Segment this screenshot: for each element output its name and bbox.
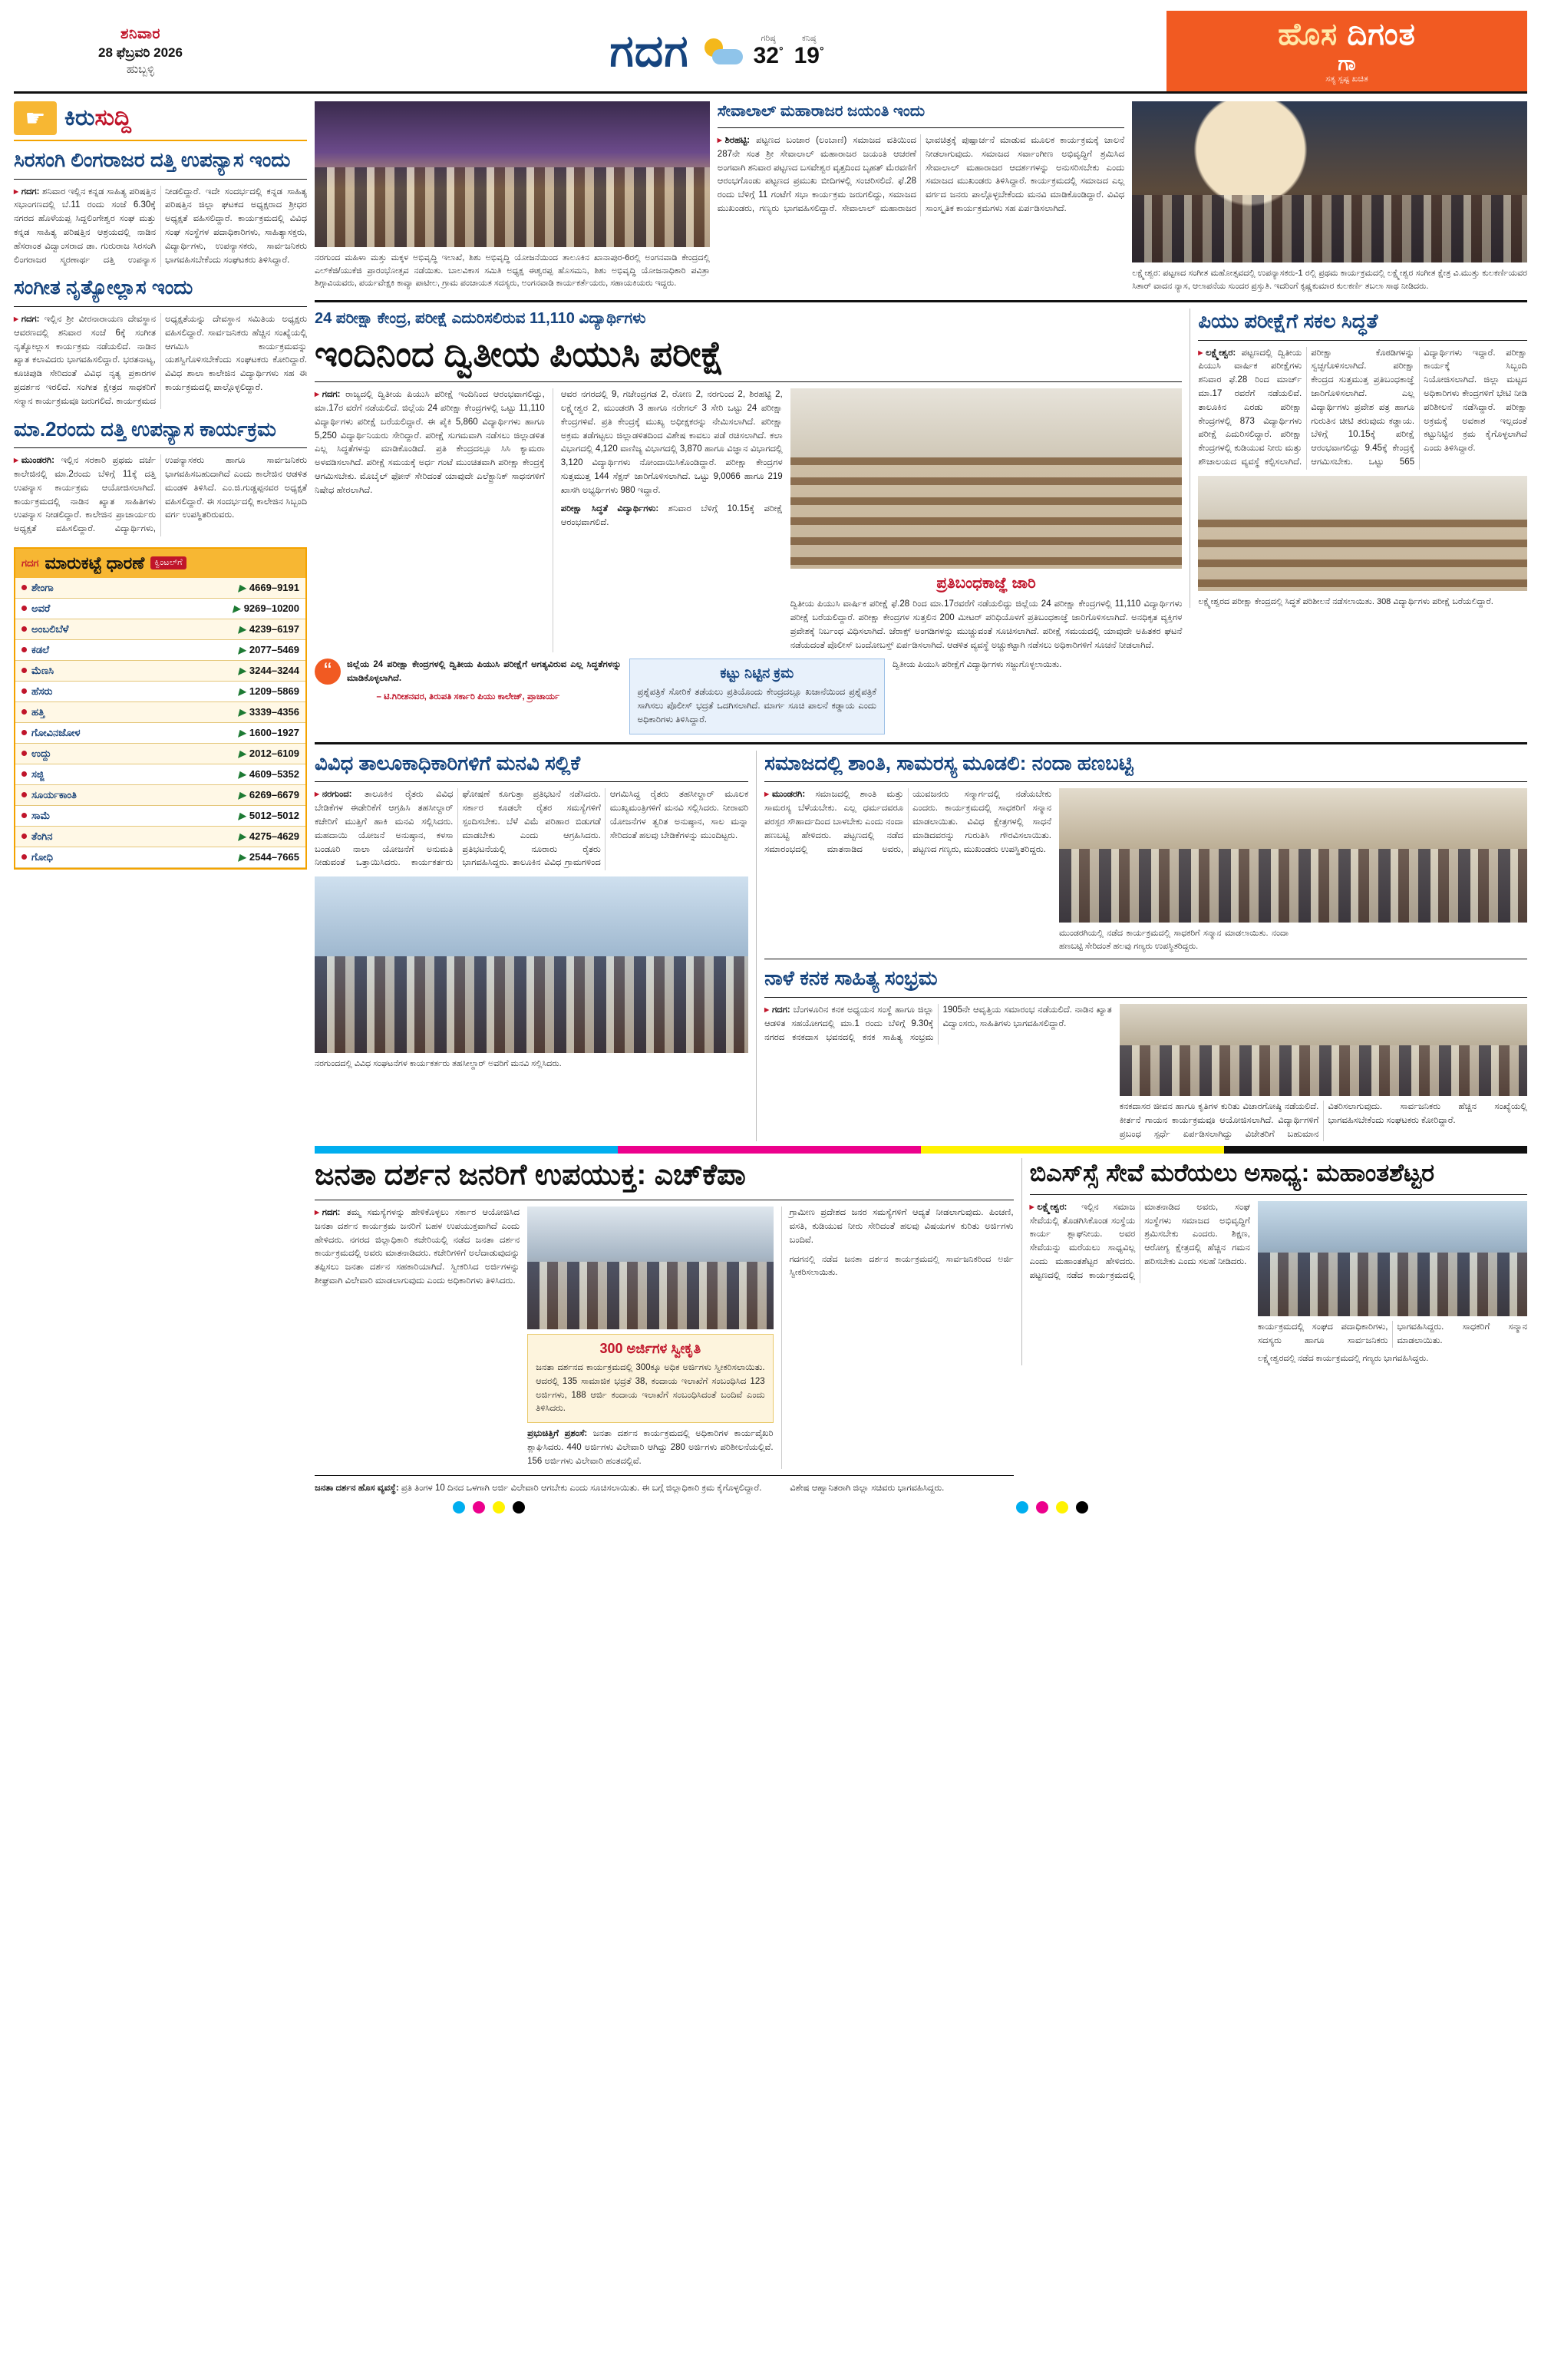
music-photo-caption: ಲಕ್ಷ್ಮೇಶ್ವರ: ಪಟ್ಟಣದ ಸಂಗೀತ ಮಹೋತ್ಸವದಲ್ಲಿ ಉಪನ್ಯಾಸಕರು-1 ರಲ್ಲಿ ಪ್ರಥಮ ಕಾರ್ಯಕ್ರಮದಲ್ಲಿ ಲಕ್ಷ್ಮೇಶ್ವರ ಸಂಗೀತ ಕ್ಷೇತ್ರ ವಿ.ಮುತ್ತು ಕುಲಕರ್ಣಿಯವರ ಸಿತಾರ್ ವಾದನ ನ್ಯಾಸ, ಆಲಾಪನೆಯ ಸುಂದರ ಪ್ರಸ್ತುತಿ. ಇದರಿಂಗೆ ಕೃಷ್ಣಕುಮಾರ ಕುಲಕರ್ಣಿ ತಬಲಾ ಸಾಥ ನೀಡಿದರು. (1132, 269, 1527, 291)
janata-text-3: ಗ್ರಾಮೀಣ ಪ್ರದೇಶದ ಜನರ ಸಮಸ್ಯೆಗಳಿಗೆ ಆದ್ಯತೆ ನೀಡಲಾಗುವುದು. ಪಿಂಚಣಿ, ವಸತಿ, ಕುಡಿಯುವ ನೀರು ಸೇರಿದಂತೆ ಹಲವು ವಿಷಯಗಳ ಕುರಿತು ಅರ್ಜಿಗಳು ಬಂದಿವೆ. (789, 1207, 1014, 1245)
felicitation-photo (1059, 788, 1527, 923)
table-row: ಅವರೆ ▶ 9269–10200 (15, 599, 305, 619)
janata-darshan-photo (527, 1207, 774, 1329)
memorandum-text-3: ತಾಲೂಕಿನ ವಿವಿಧ ಗ್ರಾಮಗಳಿಂದ ಆಗಮಿಸಿದ್ದ ರೈತರು ತಹಸೀಲ್ದಾರ್ ಮೂಲಕ ಮುಖ್ಯಮಂತ್ರಿಗಳಿಗೆ ಮನವಿ ಸಲ್ಲಿಸಿದರು. ನೀರಾವರಿ ಯೋಜನೆಗಳ ತ್ವರಿತ ಅನುಷ್ಠಾನ, ಸಾಲ ಮನ್ನಾ ಸೇರಿದಂತೆ ಹಲವು ಬೇಡಿಕೆಗಳನ್ನು ಮುಂದಿಟ್ಟರು. (512, 790, 749, 868)
stage-photo (315, 101, 710, 247)
table-row: ತೆಂಗಿನ ▶ 4275–4629 (15, 827, 305, 847)
weather-min-value: 19 (794, 42, 820, 68)
weather-max-value: 32 (753, 42, 779, 68)
lead-headline: ಇಂದಿನಿಂದ ದ್ವಿತೀಯ ಪಿಯುಸಿ ಪರೀಕ್ಷೆ (315, 334, 724, 374)
table-row: ಗೋವಿನಜೋಳ ▶ 1600–1927 (15, 723, 305, 744)
brief-item-2 (14, 275, 307, 408)
table-row: ಸೂರ್ಯಕಾಂತಿ ▶ 6269–6679 (15, 785, 305, 806)
brief-3-headline: ಮಾ.2ರಂದು ದತ್ತಿ ಉಪನ್ಯಾಸ ಕಾರ್ಯಕ್ರಮ (14, 417, 276, 441)
lead-dateline: ▸ ಗದಗ: (315, 390, 340, 399)
janata-col-3 (781, 1207, 1014, 1469)
biswa-headline: ಬಿಎಸ್‌ಸ್ಸೆ ಸೇವೆ ಮರೆಯಲು ಅಸಾಧ್ಯ: ಮಹಾಂತಶೆಟ್ಟರ (1029, 1159, 1435, 1187)
exam-hall-photo (790, 388, 1183, 569)
table-row: ಉದ್ದು ▶ 2012–6109 (15, 744, 305, 764)
kanaka-text-col (764, 1004, 1112, 1141)
row-3 (315, 751, 1527, 1141)
right-rail (1190, 309, 1527, 608)
piu-ready-body (1198, 347, 1527, 470)
brief-2-headline: ಸಂಗೀತ ನೃತ್ಯೋಲ್ಲಾಸ ಇಂದು (14, 276, 193, 299)
janata-footer-text: ಪ್ರತಿ ತಿಂಗಳ 10 ದಿನದ ಒಳಗಾಗಿ ಅರ್ಜಿ ವಿಲೇವಾರಿ ಆಗಬೇಕು ಎಂದು ಸೂಚಿಸಲಾಯಿತು. ಈ ಬಗ್ಗೆ ಜಿಲ್ಲಾಧಿಕಾರಿ ಕ್ರಮ ಕೈಗೊಳ್ಳಲಿದ್ದಾರೆ. (398, 1483, 762, 1493)
brief-2-dateline: ▸ ಗದಗ: (14, 315, 39, 324)
kanaka-story (764, 966, 1527, 1141)
biswa-text-3: ಕಾರ್ಯಕ್ರಮದಲ್ಲಿ ಸಂಘದ ಪದಾಧಿಕಾರಿಗಳು, ಸದಸ್ಯರು ಹಾಗೂ ಸಾರ್ವಜನಿಕರು ಭಾಗವಹಿಸಿದ್ದರು. ಸಾಧಕರಿಗೆ ಸನ್ಮಾನ ಮಾಡಲಾಯಿತು. (1257, 1322, 1527, 1345)
lead-photo-caption-block (893, 659, 1182, 734)
brief-1-headline: ಸಿರಸಂಗಿ ಲಿಂಗರಾಜರ ದತ್ತಿ ಉಪನ್ಯಾಸ ಇಂದು (14, 148, 291, 171)
masthead-date-block (14, 11, 267, 91)
main-column (315, 101, 1527, 1495)
brief-3-body (14, 454, 307, 536)
exam-centre-photo (1198, 476, 1527, 591)
biswa-group-photo (1258, 1201, 1527, 1316)
weather-max (754, 35, 784, 68)
weather-min (794, 35, 824, 68)
brand-word-1: ಹೊಸ (1278, 17, 1338, 51)
table-row: ಹತ್ತಿ ▶ 3339–4356 (15, 702, 305, 723)
janata-footer-right: ವಿಶೇಷ ಆಹ್ವಾನಿತರಾಗಿ ಜಿಲ್ಲಾ ಸಚಿವರು ಭಾಗವಹಿಸಿದ್ದರು. (790, 1483, 945, 1493)
masthead-edition (267, 11, 1166, 91)
memorandum-dateline: ▸ ನರಗುಂದ: (315, 790, 352, 799)
masthead (14, 11, 1527, 94)
table-row: ಶೇಂಗಾ ▶ 4669–9191 (15, 578, 305, 599)
lead-kicker: 24 ಪರೀಕ್ಷಾ ಕೇಂದ್ರ, ಪರೀಕ್ಷೆ ಎದುರಿಸಲಿರುವ 11,110 ವಿದ್ಯಾರ್ಥಿಗಳು (315, 310, 646, 327)
harmony-dateline: ▸ ಮುಂಡರಗಿ: (764, 790, 805, 799)
lead-note-label: ಪರೀಕ್ಷಾ ಸಿದ್ಧತೆ ವಿದ್ಯಾರ್ಥಿಗಳು: (560, 503, 659, 513)
kiru-label-a: ಕಿರು (64, 105, 95, 130)
lead-note-text: ಶನಿವಾರ ಬೆಳಿಗ್ಗೆ 10.15ಕ್ಕೆ ಪರೀಕ್ಷೆ ಆರಂಭವಾಗಲಿದೆ. (560, 503, 783, 527)
brief-2-text: ಇಲ್ಲಿನ ಶ್ರೀ ವೀರನಾರಾಯಣ ದೇವಸ್ಥಾನ ಆವರಣದಲ್ಲಿ ಶನಿವಾರ ಸಂಜೆ 6ಕ್ಕೆ ಸಂಗೀತ ನೃತ್ಯೋಲ್ಲಾಸ ಕಾರ್ಯಕ್ರಮ ನಡೆಯಲಿದೆ. ನಾಡಿನ ಖ್ಯಾತ ಕಲಾವಿದರು ಭಾಗವಹಿಸಲಿದ್ದಾರೆ. ಭರತನಾಟ್ಯ, ಕೂಚಿಪುಡಿ ಸೇರಿದಂತೆ ವಿವಿಧ ನೃತ್ಯ ಪ್ರಕಾರಗಳ ಪ್ರದರ್ಶನ ಇರಲಿದೆ. ಸಂಗೀತ ಕ್ಷೇತ್ರದ ಸಾಧಕರಿಗೆ ಸನ್ಮಾನ ಕಾರ್ಯಕ್ರಮವೂ ಜರುಗಲಿದೆ. ಕಾರ್ಯಕ್ರಮದ ಅಧ್ಯಕ್ಷತೆಯನ್ನು ದೇವಸ್ಥಾನ ಸಮಿತಿಯ ಅಧ್ಯಕ್ಷರು ವಹಿಸಲಿದ್ದಾರೆ. ಸಾರ್ವಜನಿಕರು ಹೆಚ್ಚಿನ ಸಂಖ್ಯೆಯಲ್ಲಿ ಆಗಮಿಸಿ ಕಾರ್ಯಕ್ರಮವನ್ನು ಯಶಸ್ವಿಗೊಳಿಸಬೇಕೆಂದು ಸಂಘಟಕರು ಕೋರಿದ್ದಾರೆ. ವಿವಿಧ ಶಾಲಾ ಕಾಲೇಜಿನ ವಿದ್ಯಾರ್ಥಿಗಳು ಸಹ ಈ ಕಾರ್ಯಕ್ರಮದಲ್ಲಿ ಪಾಲ್ಗೊಳ್ಳಲಿದ್ದಾರೆ. (14, 314, 307, 406)
lead-col-1 (315, 388, 545, 652)
quote-icon (315, 659, 341, 685)
lead-col-3 (790, 388, 1183, 652)
kanaka-photo-col (1120, 1004, 1527, 1141)
biswa-text-1: ಇಲ್ಲಿನ ಸಮಾಜ ಸೇವೆಯಲ್ಲಿ ತೊಡಗಿಸಿಕೊಂಡ ಸಂಸ್ಥೆಯ ಕಾರ್ಯ ಶ್ಲಾಘನೀಯ. ಅವರ ಸೇವೆಯನ್ನು ಮರೆಯಲು ಸಾಧ್ಯವಿಲ್ಲ ಎಂದು ಮಹಾಂತಶೆಟ್ಟರ ಹೇಳಿದರು. (1029, 1202, 1136, 1266)
janata-col-1 (315, 1207, 520, 1469)
kanaka-text-1: ಬೆಂಗಳೂರಿನ ಕನಕ ಅಧ್ಯಯನ ಸಂಸ್ಥೆ ಹಾಗೂ ಜಿಲ್ಲಾ ಆಡಳಿತ ಸಹಯೋಗದಲ್ಲಿ ಮಾ.1 ರಂದು ಬೆಳಿಗ್ಗೆ 9.30ಕ್ಕೆ ನಗರದ ಕನಕದಾಸ ಭವನದಲ್ಲಿ ಕನಕ ಸಾಹಿತ್ಯ ಸಂಭ್ರಮ 1905ನೇ ಆವೃತ್ತಿಯ ಸಮಾರಂಭ ನಡೆಯಲಿದೆ. ನಾಡಿನ ಖ್ಯಾತ ವಿದ್ವಾಂಸರು, ಸಾಹಿತಿಗಳು ಭಾಗವಹಿಸಲಿದ್ದಾರೆ. (764, 1005, 1112, 1042)
janata-photo-caption: ಗದಗನಲ್ಲಿ ನಡೆದ ಜನತಾ ದರ್ಶನ ಕಾರ್ಯಕ್ರಮದಲ್ಲಿ ಸಾರ್ವಜನಿಕರಿಂದ ಅರ್ಜಿ ಸ್ವೀಕರಿಸಲಾಯಿತು. (789, 1255, 1014, 1277)
lead-sub-body: ದ್ವಿತೀಯ ಪಿಯುಸಿ ವಾರ್ಷಿಕ ಪರೀಕ್ಷೆ ಫೆ.28 ರಿಂದ ಮಾ.17ರವರೆಗೆ ನಡೆಯಲಿದ್ದು ಜಿಲ್ಲೆಯ 24 ಪರೀಕ್ಷಾ ಕೇಂದ್ರಗಳಲ್ಲಿ 11,110 ವಿದ್ಯಾರ್ಥಿಗಳು ಪರೀಕ್ಷೆ ಬರೆಯಲಿದ್ದಾರೆ. ಪರೀಕ್ಷಾ ಕೇಂದ್ರಗಳ ಸುತ್ತಲಿನ 200 ಮೀಟರ್ ಪರಿಧಿಯೊಳಗೆ ಪ್ರತಿಬಂಧಕಾಜ್ಞೆ ಜಾರಿಗೊಳಿಸಲಾಗಿದೆ. ಅನಧಿಕೃತ ವ್ಯಕ್ತಿಗಳ ಪ್ರವೇಶಕ್ಕೆ ನಿರ್ಬಂಧ ವಿಧಿಸಲಾಗಿದೆ. ಜೆರಾಕ್ಸ್ ಅಂಗಡಿಗಳನ್ನು ಮುಚ್ಚುವಂತೆ ಸೂಚಿಸಲಾಗಿದೆ. ಪರೀಕ್ಷೆ ಸಮಯದಲ್ಲಿ ಯಾವುದೇ ಅಹಿತಕರ ಘಟನೆ ನಡೆಯದಂತೆ ಪೊಲೀಸ್ ಬಂದೋಬಸ್ತ್ ಏರ್ಪಡಿಸಲಾಗಿದೆ. ಆಡಳಿತ ವ್ಯವಸ್ಥೆ ಅಚ್ಚುಕಟ್ಟಾಗಿ ನಡೆಸಲು ಅಧಿಕಾರಿಗಳಿಗೆ ಸೂಚನೆ ನೀಡಲಾಗಿದೆ. (790, 599, 1183, 650)
harmony-story (756, 751, 1527, 1141)
brief-item-3 (14, 417, 307, 536)
brief-3-text: ಇಲ್ಲಿನ ಸರಕಾರಿ ಪ್ರಥಮ ದರ್ಜೆ ಕಾಲೇಜಿನಲ್ಲಿ ಮಾ.2ರಂದು ಬೆಳಿಗ್ಗೆ 11ಕ್ಕೆ ದತ್ತಿ ಉಪನ್ಯಾಸ ಕಾರ್ಯಕ್ರಮ ಆಯೋಜಿಸಲಾಗಿದೆ. ಕಾರ್ಯಕ್ರಮದಲ್ಲಿ ನಾಡಿನ ಖ್ಯಾತ ಸಾಹಿತಿಗಳು ಉಪನ್ಯಾಸ ನೀಡಲಿದ್ದಾರೆ. ಕಾಲೇಜಿನ ಪ್ರಾಚಾರ್ಯರು ಅಧ್ಯಕ್ಷತೆ ವಹಿಸಲಿದ್ದಾರೆ. ವಿದ್ಯಾರ್ಥಿಗಳು, ಉಪನ್ಯಾಸಕರು ಹಾಗೂ ಸಾರ್ವಜನಿಕರು ಭಾಗವಹಿಸಬಹುದಾಗಿದೆ ಎಂದು ಕಾಲೇಜಿನ ಆಡಳಿತ ಮಂಡಳಿ ತಿಳಿಸಿದೆ. ಎಂ.ಜಿ.ಗುಡ್ಡಪ್ಪನವರ ಅಧ್ಯಕ್ಷತೆ ವಹಿಸಲಿದ್ದಾರೆ. ಈ ಸಂದರ್ಭದಲ್ಲಿ ಕಾಲೇಜಿನ ಸಿಬ್ಬಂದಿ ವರ್ಗ ಉಪಸ್ಥಿತರಿರುವರು. (14, 456, 307, 534)
weather-max-label: ಗರಿಷ್ಠ (761, 33, 776, 43)
brief-1-text: ಶನಿವಾರ ಇಲ್ಲಿನ ಕನ್ನಡ ಸಾಹಿತ್ಯ ಪರಿಷತ್ತಿನ ಸಭಾಂಗಣದಲ್ಲಿ ಬೆ.11 ರಂದು ಸಂಜೆ 6.30ಕ್ಕೆ ನಗರದ ಹೊಳೆಯಪ್ಪ ಸಿದ್ದಲಿಂಗೇಶ್ವರ ಸಂಘ ಮತ್ತು ಕನ್ನಡ ಸಾಹಿತ್ಯ ಪರಿಷತ್ತಿನ ಆಶ್ರಯದಲ್ಲಿ ನಾಡಿನ ಹೆಸರಾಂತ ವಿದ್ವಾಂಸರಾದ ಡಾ. ಗುರುರಾಜ ಸಿರಸಂಗಿ ಲಿಂಗರಾಜರ ಸ್ಮರಣಾರ್ಥ ದತ್ತಿ ಉಪನ್ಯಾಸ ನೀಡಲಿದ್ದಾರೆ. ಇದೇ ಸಂದರ್ಭದಲ್ಲಿ ಕನ್ನಡ ಸಾಹಿತ್ಯ ಪರಿಷತ್ತಿನ ಜಿಲ್ಲಾ ಘಟಕದ ಅಧ್ಯಕ್ಷರಾದ ಶ್ರೀಧರ ಅಧ್ಯಕ್ಷತೆ ವಹಿಸಲಿದ್ದಾರೆ. ಕಾರ್ಯಕ್ರಮದಲ್ಲಿ ವಿವಿಧ ಸಂಘ ಸಂಸ್ಥೆಗಳ ಪದಾಧಿಕಾರಿಗಳು, ಸಾಹಿತ್ಯಾಸಕ್ತರು, ವಿದ್ಯಾರ್ಥಿಗಳು, ಉಪನ್ಯಾಸಕರು, ಸಾರ್ವಜನಿಕರು ಭಾಗವಹಿಸಬೇಕೆಂದು ಸಂಘಟಕರು ತಿಳಿಸಿದ್ದಾರೆ. (14, 187, 307, 265)
piu-ready-photo-caption: ಲಕ್ಷ್ಮೇಶ್ವರದ ಪರೀಕ್ಷಾ ಕೇಂದ್ರದಲ್ಲಿ ಸಿದ್ಧತೆ ಪರಿಶೀಲನೆ ನಡೆಸಲಾಯಿತು. 308 ವಿದ್ಯಾರ್ಥಿಗಳು ಪರೀಕ್ಷೆ ಬರೆಯಲಿದ್ದಾರೆ. (1198, 596, 1493, 606)
janata-footer (315, 1482, 1014, 1496)
pointing-hand-icon (14, 101, 57, 135)
janata-story (315, 1158, 1014, 1495)
harmony-photo-col (1059, 788, 1527, 952)
table-row: ಅಂಬಲಿಬೆಳೆ ▶ 4239–6197 (15, 619, 305, 640)
print-color-registration (14, 1495, 1527, 1513)
masthead-date: 28 ಫೆಬ್ರವರಿ 2026 (98, 45, 183, 60)
weather-widget (703, 35, 824, 68)
table-row: ಮೆಣಸಿ ▶ 3244–3244 (15, 661, 305, 682)
weather-min-label: ಕನಿಷ್ಠ (801, 33, 817, 43)
lead-text-1: ರಾಜ್ಯದಲ್ಲಿ ದ್ವಿತೀಯ ಪಿಯುಸಿ ಪರೀಕ್ಷೆ ಇಂದಿನಿಂದ ಆರಂಭವಾಗಲಿದ್ದು, ಮಾ.17ರ ವರೆಗೆ ನಡೆಯಲಿದೆ. ಜಿಲ್ಲೆಯ 24 ಪರೀಕ್ಷಾ ಕೇಂದ್ರಗಳಲ್ಲಿ ಒಟ್ಟು 11,110 ವಿದ್ಯಾರ್ಥಿಗಳು ಪರೀಕ್ಷೆ ಬರೆಯಲಿದ್ದಾರೆ. ಈ ಪೈಕಿ 5,860 ವಿದ್ಯಾರ್ಥಿಗಳು ಹಾಗೂ 5,250 ವಿದ್ಯಾರ್ಥಿನಿಯರು ಸೇರಿದ್ದಾರೆ. ಪರೀಕ್ಷೆ ಸುಗಮವಾಗಿ ನಡೆಸಲು ಜಿಲ್ಲಾಡಳಿತ ಎಲ್ಲ ಸಿದ್ಧತೆಗಳನ್ನು ಮಾಡಿಕೊಂಡಿದೆ. ಪ್ರತಿ ಕೇಂದ್ರದಲ್ಲೂ ಸಿಸಿ ಕ್ಯಾಮರಾ ಅಳವಡಿಸಲಾಗಿದೆ. ಪರೀಕ್ಷೆ ಸಮಯಕ್ಕೆ ಅರ್ಧ ಗಂಟೆ ಮುಂಚಿತವಾಗಿ ಪರೀಕ್ಷಾ ಕೇಂದ್ರಕ್ಕೆ ಆಗಮಿಸಬೇಕು. ಮೊಬೈಲ್ ಫೋನ್ ಸೇರಿದಂತೆ ಯಾವುದೇ ಎಲೆಕ್ಟ್ರಾನಿಕ್ ಸಾಧನಗಳಿಗೆ ನಿಷೇಧ ಹೇರಲಾಗಿದೆ. (315, 390, 545, 495)
lead-quote-block (315, 659, 622, 734)
janata-text-1: ತಮ್ಮ ಸಮಸ್ಯೆಗಳನ್ನು ಹೇಳಿಕೊಳ್ಳಲು ಸರ್ಕಾರ ಆಯೋಜಿಸಿದ ಜನತಾ ದರ್ಶನ ಕಾರ್ಯಕ್ರಮ ಜನರಿಗೆ ಬಹಳ ಉಪಯುಕ್ತವಾಗಿದೆ ಎಂದು ಹೇಳಿದರು. ನಗರದ ಜಿಲ್ಲಾಧಿಕಾರಿ ಕಚೇರಿಯಲ್ಲಿ ನಡೆದ ಜನತಾ ದರ್ಶನ ಕಾರ್ಯಕ್ರಮದಲ್ಲಿ ಅವರು ಮಾತನಾಡಿದರು. (315, 1207, 520, 1259)
market-unit: ಕ್ವಿಂಟಲ್‌ಗೆ (150, 556, 186, 569)
kanaka-headline: ನಾಳೆ ಕನಕ ಸಾಹಿತ್ಯ ಸಂಭ್ರಮ (764, 966, 938, 990)
piu-ready-dateline: ▸ ಲಕ್ಷ್ಮೇಶ್ವರ: (1198, 348, 1236, 358)
piu-ready-text-3: ಪರೀಕ್ಷಾ ಕಾರ್ಯಕ್ಕೆ ಸಿಬ್ಬಂದಿ ನಿಯೋಜಿಸಲಾಗಿದೆ. ಜಿಲ್ಲಾ ಮಟ್ಟದ ಅಧಿಕಾರಿಗಳು ಕೇಂದ್ರಗಳಿಗೆ ಭೇಟಿ ನೀಡಿ ಪರಿಶೀಲನೆ ನಡೆಸಿದ್ದಾರೆ. ಪರೀಕ್ಷಾ ಅಕ್ರಮಕ್ಕೆ ಅವಕಾಶ ಇಲ್ಲದಂತೆ ಕಟ್ಟುನಿಟ್ಟಿನ ಕ್ರಮ ಕೈಗೊಳ್ಳಲಾಗಿದೆ ಎಂದು ತಿಳಿಸಿದ್ದಾರೆ. (1424, 348, 1527, 454)
biswa-photo-col (1258, 1201, 1527, 1365)
lead-text-2: ಆವರ ನಗರದಲ್ಲಿ 9, ಗಜೇಂದ್ರಗಡ 2, ರೋಣ 2, ನರಗುಂದ 2, ಶಿರಹಟ್ಟಿ 2, ಲಕ್ಷ್ಮೇಶ್ವರ 2, ಮುಂಡರಗಿ 3 ಹಾಗೂ ನರೇಗಲ್ 3 ಸೇರಿ ಒಟ್ಟು 24 ಪರೀಕ್ಷಾ ಕೇಂದ್ರಗಳಿವೆ. ಪ್ರತಿ ಕೇಂದ್ರಕ್ಕೆ ಮುಖ್ಯ ಅಧೀಕ್ಷಕರನ್ನು ನೇಮಿಸಲಾಗಿದೆ. ಪರೀಕ್ಷಾ ಅಕ್ರಮ ತಡೆಗಟ್ಟಲು ಜಿಲ್ಲಾಡಳಿತದಿಂದ ವಿಶೇಷ ಕಾವಲು ಪಡೆ ರಚಿಸಲಾಗಿದೆ. ಕಲಾ ವಿಭಾಗದಲ್ಲಿ 4,120 ವಾಣಿಜ್ಯ ವಿಭಾಗದಲ್ಲಿ 3,870 ಹಾಗೂ ವಿಜ್ಞಾನ ವಿಭಾಗದಲ್ಲಿ 3,120 ವಿದ್ಯಾರ್ಥಿಗಳು ನೋಂದಾಯಿಸಿಕೊಂಡಿದ್ದಾರೆ. ಪರೀಕ್ಷಾ ಕೇಂದ್ರಗಳ ಸುತ್ತಮುತ್ತ 144 ಸೆಕ್ಷನ್ ಜಾರಿಗೊಳಿಸಲಾಗಿದೆ. ಒಟ್ಟು 9,0066 ಹಾಗೂ 219 ಖಾಸಗಿ ಅಭ್ಯರ್ಥಿಗಳು 980 ಇದ್ದಾರೆ. (560, 390, 783, 495)
memorandum-story (315, 751, 748, 1071)
biswa-dateline: ▸ ಲಕ್ಷ್ಮೇಶ್ವರ: (1030, 1203, 1067, 1212)
brand-tagline: ಸತ್ಯ ಸ್ಪಷ್ಟ ಖಚಿತ (1325, 74, 1368, 84)
memorandum-photo-caption: ನರಗುಂದದಲ್ಲಿ ವಿವಿಧ ಸಂಘಟನೆಗಳ ಕಾರ್ಯಕರ್ತರು ತಹಸೀಲ್ದಾರ್ ಅವರಿಗೆ ಮನವಿ ಸಲ್ಲಿಸಿದರು. (315, 1059, 562, 1069)
top-photo-caption: ನರಗುಂದ ಮಹಿಳಾ ಮತ್ತು ಮಕ್ಕಳ ಅಭಿವೃದ್ಧಿ ಇಲಾಖೆ, ಶಿಶು ಅಭಿವೃದ್ಧಿ ಯೋಜನೆಯಿಂದ ತಾಲೂಕಿನ ಖಾನಾಪುರ-6ರಲ್ಲಿ ಅಂಗನವಾಡಿ ಕೇಂದ್ರದಲ್ಲಿ ಎಲ್‌ಕೆಜಿ/ಯುಕೆಜಿ ಪ್ರಾರಂಭೋತ್ಸವ ನಡೆಯಿತು. ಬಾಲವಿಕಾಸ ಸಮಿತಿ ಅಧ್ಯಕ್ಷ ಈಶ್ವರಪ್ಪ ಹೊಸಮನಿ, ಶಿಶು ಅಭಿವೃದ್ಧಿ ಯೋಜನಾಧಿಕಾರಿ ಪವಿತ್ರಾ ಶಿಗ್ಗಾವಿಯವರು, ಪರ್ಯವೇಕ್ಷಕಿ ಕಾವ್ಯಾ ಪಾಟೀಲ, ಗ್ರಾಮ ಪಂಚಾಯತ ಸದಸ್ಯರು, ಅಂಗನವಾಡಿ ಕಾರ್ಯಕರ್ತೆಯರು, ಸಹಾಯಕಿಯರು ಇದ್ದರು. (315, 253, 710, 288)
row-4 (315, 1158, 1527, 1495)
brand-word-2: ದಿಗಂತ (1347, 17, 1416, 51)
sevalal-body (718, 134, 1124, 216)
kanaka-dateline: ▸ ಗದಗ: (764, 1005, 790, 1015)
left-column (14, 101, 307, 1495)
janata-footer-label: ಜನತಾ ದರ್ಶನ ಹೊಸ ವ್ಯವಸ್ಥೆ: (315, 1483, 399, 1493)
sevalal-text-2: ಫೆ.28 ರಂದು ಬೆಳಿಗ್ಗೆ 11 ಗಂಟೆಗೆ ಸಭಾ ಕಾರ್ಯಕ್ರಮ ಜರುಗಲಿದ್ದು, ಸಮಾಜದ ಮುಖಂಡರು, ಗಣ್ಯರು ಭಾಗವಹಿಸಲಿದ್ದಾರೆ. ಸೇವಾಲಾಲ್ ಮಹಾರಾಜರ ಭಾವಚಿತ್ರಕ್ಕೆ ಪುಷ್ಪಾರ್ಚನೆ ಮಾಡುವ ಮೂಲಕ ಕಾರ್ಯಕ್ರಮಕ್ಕೆ ಚಾಲನೆ ನೀಡಲಾಗುವುದು. ಸಮಾಜದ ಸರ್ವಾಂಗೀಣ ಅಭಿವೃದ್ಧಿಗೆ ಶ್ರಮಿಸಿದ ಸೇವಾಲಾಲ್ ಮಹಾರಾಜರ ಆದರ್ಶಗಳನ್ನು ಅನುಸರಿಸಬೇಕು ಎಂದು ಸಮಾಜದ ಮುಖಂಡರು ತಿಳಿಸಿದ್ದಾರೆ. ಕಾರ್ಯಕ್ರಮದಲ್ಲಿ ಸಮಾಜದ ಎಲ್ಲ ವರ್ಗದ ಜನರು ಪಾಲ್ಗೊಳ್ಳಬೇಕೆಂದು ಮನವಿ ಮಾಡಿಕೊಂಡಿದ್ದಾರೆ. ವಿವಿಧ ಸಾಂಸ್ಕೃತಿಕ ಕಾರ್ಯಕ್ರಮಗಳು ಸಹ ಏರ್ಪಡಿಸಲಾಗಿದೆ. (717, 136, 1125, 214)
top-row (315, 101, 1527, 292)
kiru-suddi-header (14, 101, 307, 141)
janata-box-title: 300 ಅರ್ಜಿಗಳ ಸ್ವೀಕೃತಿ (599, 1340, 701, 1356)
table-row: ಸಾಮೆ ▶ 5012–5012 (15, 806, 305, 827)
harmony-text-1: ಸಮಾಜದಲ್ಲಿ ಶಾಂತಿ ಮತ್ತು ಸಾಮರಸ್ಯ ಬೆಳೆಯಬೇಕು. ಎಲ್ಲ ಧರ್ಮದವರೂ ಪರಸ್ಪರ ಸೌಹಾರ್ದದಿಂದ ಬಾಳಬೇಕು ಎಂದು ನಂದಾ ಹಣಬಟ್ಟಿ ಹೇಳಿದರು. ಪಟ್ಟಣದಲ್ಲಿ ನಡೆದ ಸಮಾರಂಭದಲ್ಲಿ ಮಾತನಾಡಿದ ಅವರು, ಯುವಜನರು ಸನ್ಮಾರ್ಗದಲ್ಲಿ ನಡೆಯಬೇಕು ಎಂದರು. (764, 790, 1052, 854)
music-photo-block (1132, 101, 1527, 292)
degree-symbol-2: ° (819, 44, 824, 57)
lead-box-2-body: ಪ್ರಶ್ನೆಪತ್ರಿಕೆ ಸೋರಿಕೆ ತಡೆಯಲು ಪ್ರತಿಯೊಂದು ಕೇಂದ್ರದಲ್ಲೂ ಖಜಾನೆಯಿಂದ ಪ್ರಶ್ನೆಪತ್ರಿಕೆ ಸಾಗಿಸಲು ಪೊಲೀಸ್ ಭದ್ರತೆ ಒದಗಿಸಲಾಗಿದೆ. ಮಾರ್ಗ ಸೂಚಿ ಪಾಲನೆ ಕಡ್ಡಾಯ ಎಂದು ಅಧಿಕಾರಿಗಳು ತಿಳಿಸಿದ್ದಾರೆ. (637, 688, 876, 725)
lead-photo-caption: ದ್ವಿತೀಯ ಪಿಯುಸಿ ಪರೀಕ್ಷೆಗೆ ವಿದ್ಯಾರ್ಥಿಗಳು ಸಜ್ಜುಗೊಳ್ಳಲಾಯಿತು. (892, 660, 1062, 670)
biswa-story (1021, 1158, 1527, 1365)
brand-word-3: ಗಾ (1338, 51, 1356, 74)
janata-box (527, 1334, 774, 1423)
degree-symbol: ° (779, 44, 784, 57)
harmony-headline: ಸಮಾಜದಲ್ಲಿ ಶಾಂತಿ, ಸಾಮರಸ್ಯ ಮೂಡಲಿ: ನಂದಾ ಹಣಬಟ್ಟಿ (764, 751, 1133, 774)
janata-sub-head: ಪ್ರಭುಚಿತ್ತಿಗೆ ಪ್ರಶಂಸೆ: (527, 1429, 588, 1439)
lead-col-2 (553, 388, 783, 652)
market-title: ಮಾರುಕಟ್ಟೆ ಧಾರಣೆ (45, 553, 145, 573)
market-badge: ಗದಗ (21, 556, 39, 569)
harmony-text-2: ಕಾರ್ಯಕ್ರಮದಲ್ಲಿ ಸಾಧಕರಿಗೆ ಸನ್ಮಾನ ಮಾಡಲಾಯಿತು. ವಿವಿಧ ಕ್ಷೇತ್ರಗಳಲ್ಲಿ ಸಾಧನೆ ಮಾಡಿದವರನ್ನು ಗುರುತಿಸಿ ಗೌರವಿಸಲಾಯಿತು. ಪಟ್ಟಣದ ಗಣ್ಯರು, ಮುಖಂಡರು ಉಪಸ್ಥಿತರಿದ್ದರು. (912, 804, 1052, 854)
masthead-brand (1166, 11, 1527, 91)
lead-quote-text: ಜಿಲ್ಲೆಯ 24 ಪರೀಕ್ಷಾ ಕೇಂದ್ರಗಳಲ್ಲಿ ದ್ವಿತೀಯ ಪಿಯುಸಿ ಪರೀಕ್ಷೆಗೆ ಅಗತ್ಯವಿರುವ ಎಲ್ಲ ಸಿದ್ಧತೆಗಳನ್ನು ಮಾಡಿಕೊಳ್ಳಲಾಗಿದೆ. (347, 660, 622, 684)
lead-story (315, 309, 1182, 734)
sevalal-headline: ಸೇವಾಲಾಲ್ ಮಹಾರಾಜರ ಜಯಂತಿ ಇಂದು (717, 103, 926, 120)
table-row: ಗೋಧಿ ▶ 2544–7665 (15, 847, 305, 868)
top-photo-block (315, 101, 710, 290)
memorandum-text-2: ಕಾರ್ಯಕರ್ತರು ಘೋಷಣೆ ಕೂಗುತ್ತಾ ಪ್ರತಿಭಟನೆ ನಡೆಸಿದರು. ಸರ್ಕಾರ ಕೂಡಲೇ ರೈತರ ಸಮಸ್ಯೆಗಳಿಗೆ ಸ್ಪಂದಿಸಬೇಕು. ಬೆಳೆ ವಿಮೆ ಪರಿಹಾರ ಬಿಡುಗಡೆ ಮಾಡಬೇಕು ಎಂದು ಆಗ್ರಹಿಸಿದರು. ಪ್ರತಿಭಟನೆಯಲ್ಲಿ ನೂರಾರು ರೈತರು ಭಾಗವಹಿಸಿದ್ದರು. (411, 790, 601, 868)
lead-quote-author: – ಟಿ.ಗಿರೀಶನವರ, ತಿರುಪತಿ ಸರ್ಕಾರಿ ಪಿಯು ಕಾಲೇಜ್, ಪ್ರಾಚಾರ್ಯ (376, 692, 560, 702)
kanaka-photo (1120, 1004, 1527, 1096)
kiru-label-b: ಸುದ್ದಿ (94, 105, 132, 130)
lead-content (315, 388, 1182, 652)
market-rates-table (14, 547, 307, 870)
janata-text-2: ಕಚೇರಿಗಳಿಗೆ ಅಲೆದಾಡುವುದನ್ನು ತಪ್ಪಿಸಲು ಜನತಾ ದರ್ಶನ ಸಹಕಾರಿಯಾಗಿದೆ. ಸ್ವೀಕರಿಸಿದ ಅರ್ಜಿಗಳನ್ನು ಶೀಘ್ರವಾಗಿ ವಿಲೇವಾರಿ ಮಾಡಲಾಗುವುದು ಎಂದು ಅಧಿಕಾರಿಗಳು ತಿಳಿಸಿದರು. (315, 1249, 520, 1286)
masthead-city: ಹುಬ್ಬಳ್ಳಿ (126, 63, 155, 76)
sitar-performance-photo (1132, 101, 1527, 262)
brief-1-dateline: ▸ ಗದಗ: (14, 187, 39, 196)
brief-1-body (14, 186, 307, 268)
piu-ready-text-1: ಪಟ್ಟಣದಲ್ಲಿ ದ್ವಿತೀಯ ಪಿಯುಸಿ ವಾರ್ಷಿಕ ಪರೀಕ್ಷೆಗಳು ಶನಿವಾರ ಫೆ.28 ರಿಂದ ಮಾರ್ಚ್‌ ಮಾ.17 ರವರೆಗೆ ನಡೆಯಲಿವೆ. ತಾಲೂಕಿನ ಎರಡು ಪರೀಕ್ಷಾ ಕೇಂದ್ರಗಳಲ್ಲಿ 873 ವಿದ್ಯಾರ್ಥಿಗಳು ಪರೀಕ್ಷೆ ಎದುರಿಸಲಿದ್ದಾರೆ. ಪರೀಕ್ಷಾ ಕೇಂದ್ರಗಳಲ್ಲಿ ಕುಡಿಯುವ ನೀರು ಮತ್ತು ಶೌಚಾಲಯದ ವ್ಯವಸ್ಥೆ ಕಲ್ಪಿಸಲಾಗಿದೆ. ಪರೀಕ್ಷಾ ಕೊಠಡಿಗಳನ್ನು ಸ್ವಚ್ಛಗೊಳಿಸಲಾಗಿದೆ. (1198, 348, 1415, 467)
biswa-text-2: ಪಟ್ಟಣದಲ್ಲಿ ನಡೆದ ಕಾರ್ಯಕ್ರಮದಲ್ಲಿ ಮಾತನಾಡಿದ ಅವರು, ಸಂಘ ಸಂಸ್ಥೆಗಳು ಸಮಾಜದ ಅಭಿವೃದ್ಧಿಗೆ ಶ್ರಮಿಸಬೇಕು ಎಂದರು. ಶಿಕ್ಷಣ, ಆರೋಗ್ಯ ಕ್ಷೇತ್ರದಲ್ಲಿ ಹೆಚ್ಚಿನ ಗಮನ ಹರಿಸಬೇಕು ಎಂದು ಸಲಹೆ ನೀಡಿದರು. (1029, 1202, 1250, 1280)
memorandum-photo (315, 876, 748, 1053)
memorandum-headline: ವಿವಿಧ ತಾಲೂಕಾಧಿಕಾರಿಗಳಿಗೆ ಮನವಿ ಸಲ್ಲಿಕೆ (315, 751, 581, 774)
lead-extras (315, 659, 1182, 734)
sun-cloud-icon (703, 37, 743, 64)
brief-item-1 (14, 147, 307, 267)
janata-headline: ಜನತಾ ದರ್ಶನ ಜನರಿಗೆ ಉಪಯುಕ್ತ: ಎಚ್‌ಕೆಪಾ (315, 1159, 746, 1192)
brief-2-body (14, 313, 307, 409)
janata-col-2 (527, 1207, 774, 1469)
janata-dateline: ▸ ಗದಗ: (315, 1208, 340, 1217)
table-row: ಕಡಲೆ ▶ 2077–5469 (15, 640, 305, 661)
lead-sub-head: ಪ್ರತಿಬಂಧಕಾಜ್ಞೆ ಜಾರಿ (936, 575, 1036, 593)
biswa-text-col (1030, 1201, 1250, 1365)
memorandum-body (315, 788, 748, 870)
biswa-photo-caption: ಲಕ್ಷ್ಮೇಶ್ವರದಲ್ಲಿ ನಡೆದ ಕಾರ್ಯಕ್ರಮದಲ್ಲಿ ಗಣ್ಯರು ಭಾಗವಹಿಸಿದ್ದರು. (1257, 1354, 1429, 1364)
harmony-text-col (764, 788, 1051, 952)
registration-color-bar (315, 1146, 1527, 1154)
janata-sub-body: ಜನತಾ ದರ್ಶನ ಕಾರ್ಯಕ್ರಮದಲ್ಲಿ ಅಧಿಕಾರಿಗಳ ಕಾರ್ಯವೈಖರಿ ಶ್ಲಾಘಿಸಿದರು. 440 ಅರ್ಜಿಗಳು ವಿಲೇವಾರಿ ಆಗಿದ್ದು 280 ಅರ್ಜಿಗಳು ಪರಿಶೀಲನೆಯಲ್ಲಿವೆ. 156 ಅರ್ಜಿಗಳು ವಿಲೇವಾರಿ ಹಂತದಲ್ಲಿವೆ. (527, 1429, 774, 1466)
lead-box-2 (629, 659, 885, 734)
table-row: ಹೆಸರು ▶ 1209–5869 (15, 682, 305, 702)
edition-title: ಗದಗ (609, 25, 689, 76)
sevalal-dateline: ▸ ಶಿರಹಟ್ಟಿ: (718, 136, 750, 145)
lead-box-2-title: ಕಟ್ಟು ನಿಟ್ಟಿನ ಕ್ರಮ (720, 665, 794, 682)
sevalal-text-1: ಪಟ್ಟಣದ ಬಂಜಾರ (ಲಂಬಾಣಿ) ಸಮಾಜದ ವತಿಯಿಂದ 287ನೇ ಸಂತ ಶ್ರೀ ಸೇವಾಲಾಲ್ ಮಹಾರಾಜರ ಜಯಂತಿ ಆಚರಣೆ ಅಂಗವಾಗಿ ಶನಿವಾರ ಪಟ್ಟಣದ ಬಸವೇಶ್ವರ ವೃತ್ತದಿಂದ ಬೃಹತ್ ಮೆರವಣಿಗೆ ಆರಂಭಗೊಂಡು ಪಟ್ಟಣದ ಪ್ರಮುಖ ಬೀದಿಗಳಲ್ಲಿ ಸಂಚರಿಸಲಿದೆ. (717, 136, 916, 187)
sevalal-story (718, 101, 1124, 216)
lead-row (315, 309, 1527, 734)
kanaka-text-2: ಕನಕದಾಸರ ಜೀವನ ಹಾಗೂ ಕೃತಿಗಳ ಕುರಿತು ವಿಚಾರಗೋಷ್ಠಿ ನಡೆಯಲಿದೆ. ಕೀರ್ತನೆ ಗಾಯನ ಕಾರ್ಯಕ್ರಮವೂ ಆಯೋಜಿಸಲಾಗಿದೆ. ವಿದ್ಯಾರ್ಥಿಗಳಿಗೆ ಪ್ರಬಂಧ ಸ್ಪರ್ಧೆ ಏರ್ಪಡಿಸಲಾಗಿದ್ದು ವಿಜೇತರಿಗೆ ಬಹುಮಾನ ವಿತರಿಸಲಾಗುವುದು. ಸಾರ್ವಜನಿಕರು ಹೆಚ್ಚಿನ ಸಂಖ್ಯೆಯಲ್ಲಿ ಭಾಗವಹಿಸಬೇಕೆಂದು ಸಂಘಟಕರು ಕೋರಿದ್ದಾರೆ. (1119, 1101, 1527, 1139)
market-table-header (15, 549, 305, 578)
piu-ready-headline: ಪಿಯು ಪರೀಕ್ಷೆಗೆ ಸಕಲ ಸಿದ್ಧತೆ (1198, 309, 1378, 332)
market-rows (15, 578, 305, 868)
table-row: ಸಜ್ಜಿ ▶ 4609–5352 (15, 764, 305, 785)
masthead-day: ಶನಿವಾರ (120, 26, 160, 42)
page-body (14, 101, 1527, 1495)
janata-box-body: ಜನತಾ ದರ್ಶನದ ಕಾರ್ಯಕ್ರಮದಲ್ಲಿ 300ಕ್ಕೂ ಅಧಿಕ ಅರ್ಜಿಗಳು ಸ್ವೀಕರಿಸಲಾಯಿತು. ಆದರಲ್ಲಿ 135 ಸಾಮಾಜಿಕ ಭದ್ರತೆ 38, ಕಂದಾಯ ಇಲಾಖೆಗೆ ಸಂಬಂಧಿಸಿದ 123 ಅರ್ಜಿಗಳು, 188 ಆರ್ಜಿ ಕಂದಾಯ ಇಲಾಖೆಗೆ ಸಂಬಂಧಿಸಿದಂತೆ ಬಂದಿವೆ ಎಂದು ತಿಳಿಸಿದರು. (536, 1362, 765, 1414)
harmony-photo-caption: ಮುಂಡರಗಿಯಲ್ಲಿ ನಡೆದ ಕಾರ್ಯಕ್ರಮದಲ್ಲಿ ಸಾಧಕರಿಗೆ ಸನ್ಮಾನ ಮಾಡಲಾಯಿತು. ನಂದಾ ಹಣಬಟ್ಟಿ ಸೇರಿದಂತೆ ಹಲವು ಗಣ್ಯರು ಉಪಸ್ಥಿತರಿದ್ದರು. (1059, 929, 1289, 951)
piu-ready-text-2: ಪರೀಕ್ಷಾ ಕೇಂದ್ರದ ಸುತ್ತಮುತ್ತ ಪ್ರತಿಬಂಧಕಾಜ್ಞೆ ಜಾರಿಗೊಳಿಸಲಾಗಿದೆ. ಎಲ್ಲ ವಿದ್ಯಾರ್ಥಿಗಳು ಪ್ರವೇಶ ಪತ್ರ ಹಾಗೂ ಗುರುತಿನ ಚೀಟಿ ತರುವುದು ಕಡ್ಡಾಯ. ಬೆಳಿಗ್ಗೆ 10.15ಕ್ಕೆ ಪರೀಕ್ಷೆ ಆರಂಭವಾಗಲಿದ್ದು 9.45ಕ್ಕೆ ಕೇಂದ್ರಕ್ಕೆ ಆಗಮಿಸಬೇಕು. ಒಟ್ಟು 565 ವಿದ್ಯಾರ್ಥಿಗಳು ಇದ್ದಾರೆ. (1311, 348, 1496, 467)
brief-3-dateline: ▸ ಮುಂಡರಗಿ: (14, 456, 54, 465)
memorandum-text-1: ತಾಲೂಕಿನ ರೈತರು ವಿವಿಧ ಬೇಡಿಕೆಗಳ ಈಡೇರಿಕೆಗೆ ಆಗ್ರಹಿಸಿ ತಹಸೀಲ್ದಾರ್ ಕಚೇರಿಗೆ ಮುತ್ತಿಗೆ ಹಾಕಿ ಮನವಿ ಸಲ್ಲಿಸಿದರು. ಮಹದಾಯಿ ಯೋಜನೆ ಅನುಷ್ಠಾನ, ಕಳಸಾ ಬಂಡೂರಿ ನಾಲಾ ಯೋಜನೆಗೆ ಅನುಮತಿ ನೀಡುವಂತೆ ಒತ್ತಾಯಿಸಿದರು. (315, 790, 454, 868)
